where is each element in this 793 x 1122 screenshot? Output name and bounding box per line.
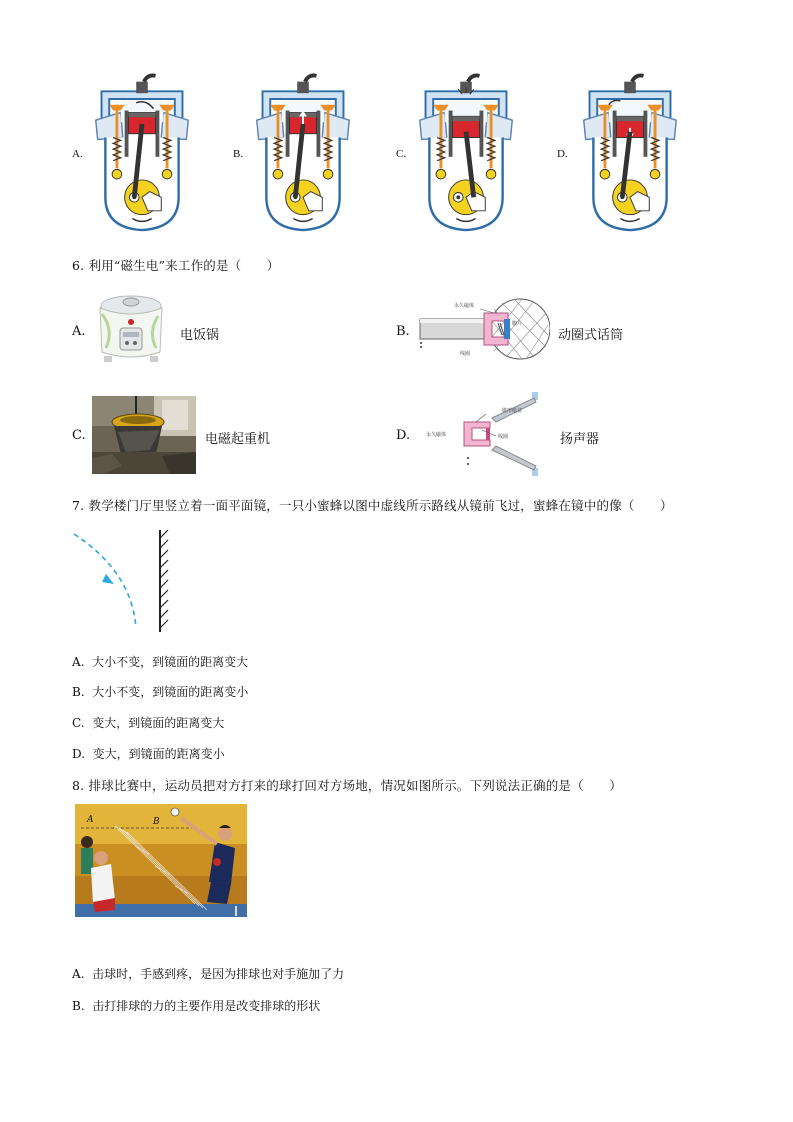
q7-option-b[interactable] xyxy=(72,683,248,700)
volleyball-ball xyxy=(171,808,179,816)
q5-option-c-label: C. xyxy=(396,148,407,160)
q8-option-b[interactable] xyxy=(72,997,320,1014)
q6-option-c-caption: 电磁起重机 xyxy=(205,432,271,447)
q6-option-d-caption: 扬声器 xyxy=(560,432,600,447)
q8-question: 8. 排球比赛中，运动员把对方打来的球打回对方场地，情况如图所示。下列说法正确的是（ ） xyxy=(72,778,622,793)
q5-option-d-label: D. xyxy=(557,148,568,160)
q8-option-b-label: B. xyxy=(72,999,85,1013)
speaker-label-magnet: 永久磁体 xyxy=(426,432,447,438)
q7-option-a[interactable] xyxy=(72,653,248,670)
q7-option-a-label: A. xyxy=(72,655,85,669)
q6-option-a-caption: 电饭锅 xyxy=(180,328,220,343)
photo-label-b: B xyxy=(153,817,160,827)
q7-option-b-text: 大小不变，到镜面的距离变小 xyxy=(92,685,249,699)
q6-option-b-caption: 动圈式话筒 xyxy=(558,328,624,343)
speaker-label-coil: 线圈 xyxy=(498,434,509,440)
q7-option-d[interactable] xyxy=(72,745,225,762)
loudspeaker-diagram xyxy=(420,392,558,476)
mic-label-diaphragm: 膜片 xyxy=(512,321,523,327)
engine-intake-stroke-diagram xyxy=(580,72,680,232)
q5-option-b-label: B. xyxy=(233,148,244,160)
photo-label-a: A xyxy=(87,815,94,825)
q6-option-b-label: B. xyxy=(396,324,410,339)
speaker-label-cone: 锥形纸盆 xyxy=(502,408,523,414)
q6-option-c-label: C. xyxy=(72,428,86,443)
rice-cooker-image xyxy=(92,290,170,370)
moving-coil-microphone-diagram xyxy=(414,295,550,363)
q6-question: 6. 利用“磁生电”来工作的是（ ） xyxy=(72,258,280,273)
engine-power-stroke-diagram xyxy=(416,72,516,232)
q7-option-c[interactable] xyxy=(72,714,224,731)
electromagnetic-crane-photo xyxy=(92,396,196,474)
q6-option-a-label: A. xyxy=(72,324,86,339)
q5-option-a-label: A. xyxy=(72,148,83,160)
q7-option-c-label: C. xyxy=(72,716,85,730)
bee-flight-path-diagram xyxy=(68,528,178,634)
q7-option-b-label: B. xyxy=(72,685,85,699)
mic-label-coil: 线圈 xyxy=(460,351,471,357)
path-direction-arrow-icon xyxy=(102,574,114,584)
mirror-hatching xyxy=(160,530,168,628)
q7-question: 7. 教学楼门厅里竖立着一面平面镜，一只小蜜蜂以图中虚线所示路线从镜前飞过，蜜蜂在镜中的像（ ） xyxy=(72,498,673,513)
q6-option-d-label: D. xyxy=(396,428,411,443)
q7-option-d-label: D. xyxy=(72,747,86,761)
q7-option-d-text: 变大，到镜面的距离变小 xyxy=(92,747,225,761)
q7-option-a-text: 大小不变，到镜面的距离变大 xyxy=(92,655,249,669)
q7-option-c-text: 变大，到镜面的距离变大 xyxy=(92,716,225,730)
engine-exhaust-stroke-diagram xyxy=(92,72,192,232)
q8-option-a-text: 击球时，手感到疼，是因为排球也对手施加了力 xyxy=(92,967,345,981)
mic-label-magnet: 永久磁体 xyxy=(454,303,475,309)
q8-option-b-text: 击打排球的力的主要作用是改变排球的形状 xyxy=(92,999,321,1013)
q8-option-a[interactable] xyxy=(72,965,344,982)
volleyball-match-photo xyxy=(75,804,247,917)
q8-option-a-label: A. xyxy=(72,967,85,981)
engine-compression-stroke-diagram xyxy=(253,72,353,232)
